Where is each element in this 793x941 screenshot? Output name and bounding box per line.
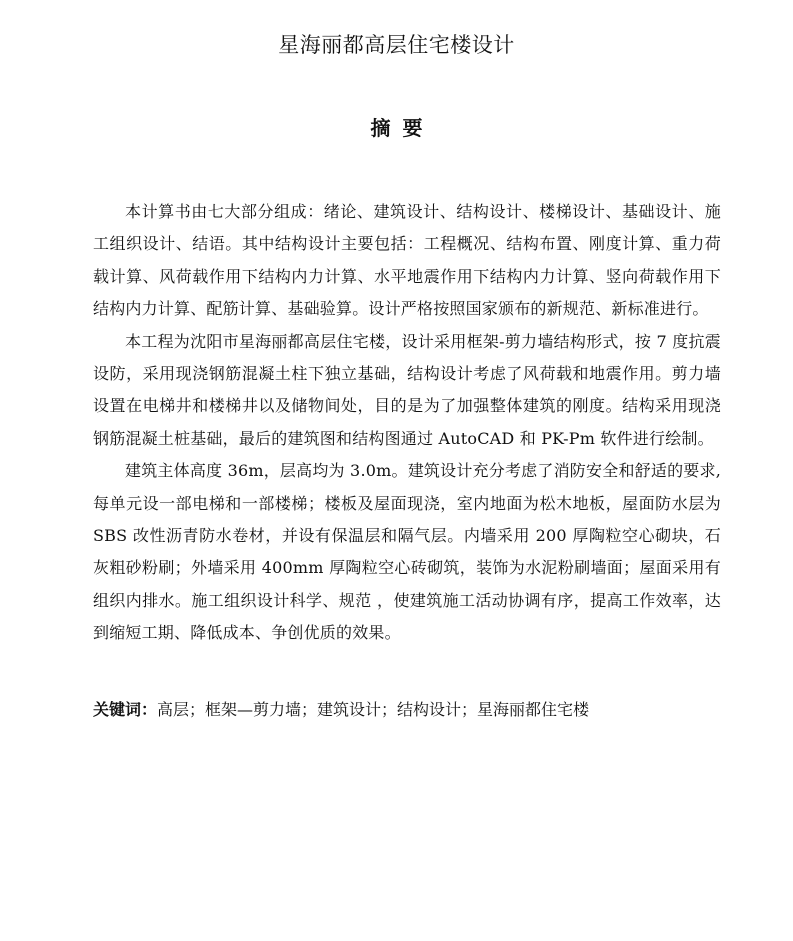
document-title: 星海丽都高层住宅楼设计 xyxy=(278,33,515,57)
keywords-text: 高层；框架—剪力墙；建筑设计；结构设计；星海丽都住宅楼 xyxy=(157,700,590,719)
abstract-body xyxy=(93,196,721,650)
abstract-paragraph-2: 本工程为沈阳市星海丽都高层住宅楼，设计采用框架-剪力墙结构形式，按 7 度抗震设防，采用现浇钢筋混凝土柱下独立基础，结构设计考虑了风荷载和地震作用。剪力墙设置在电梯井和楼梯井以及储物间处，目的是为了加强整体建筑的刚度。结构采用现浇钢筋混凝土桩基础，最后的建筑图和结构图通过 AutoCAD 和 PK-Pm 软件进行绘制。 xyxy=(93,331,721,448)
abstract-paragraph-3: 建筑主体高度 36m，层高均为 3.0m。建筑设计充分考虑了消防安全和舒适的要求,每单元设一部电梯和一部楼梯；楼板及屋面现浇，室内地面为松木地板，屋面防水层为 SBS 改性沥青防水卷材，并设有保温层和隔气层。内墙采用 200 厚陶粒空心砌块，石灰粗砂粉刷；外墙采用 400mm 厚陶粒空心砖砌筑，装饰为水泥粉刷墙面；屋面采用有组织内排水。施工组织设计科学、规范 ，使建筑施工活动协调有序，提高工作效率，达到缩短工期、降低成本、争创优质的效果。 xyxy=(93,461,721,643)
abstract-paragraph-1: 本计算书由七大部分组成：绪论、建筑设计、结构设计、楼梯设计、基础设计、施工组织设计、结语。其中结构设计主要包括：工程概况、结构布置、刚度计算、重力荷载计算、风荷载作用下结构内力计算、水平地震作用下结构内力计算、竖向荷载作用下结构内力计算、配筋计算、基础验算。设计严格按照国家颁布的新规范、新标准进行。 xyxy=(93,202,721,319)
keywords-label: 关键词： xyxy=(93,700,158,719)
keywords-line xyxy=(93,696,721,724)
abstract-heading: 摘要 xyxy=(370,116,435,140)
